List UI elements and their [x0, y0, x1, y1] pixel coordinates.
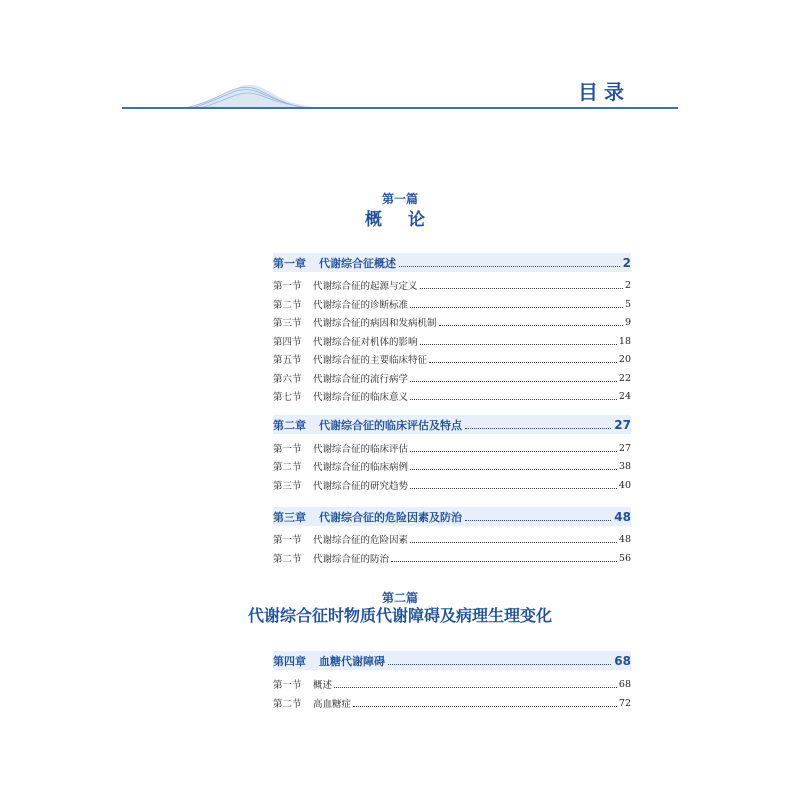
section-title: 代谢综合征的起源与定义	[313, 281, 418, 292]
leader-dots	[388, 656, 611, 665]
section-page: 24	[618, 390, 631, 402]
leader-dots	[410, 374, 617, 382]
leader-dots	[391, 554, 617, 562]
leader-dots	[410, 300, 623, 308]
section-page: 68	[618, 678, 631, 690]
leader-dots	[410, 535, 617, 543]
section-number: 第六节	[273, 374, 302, 385]
section-page: 56	[618, 552, 631, 564]
chapter-page: 48	[614, 509, 631, 524]
section-page: 22	[618, 372, 631, 384]
section-number: 第三节	[273, 481, 302, 492]
section-title: 代谢综合征的诊断标准	[313, 300, 409, 311]
leader-dots	[420, 337, 617, 345]
chapter-title: 血糖代谢障碍	[319, 654, 385, 668]
leader-dots	[410, 392, 617, 400]
section-title: 代谢综合征对机体的影响	[313, 337, 418, 348]
toc-section[interactable]	[273, 531, 631, 547]
section-page: 38	[618, 460, 631, 472]
leader-dots	[399, 258, 620, 267]
chapter-number: 第二章	[273, 418, 306, 432]
section-title: 代谢综合征的临床意义	[313, 392, 409, 403]
chapter-number: 第一章	[273, 256, 306, 270]
section-page: 40	[618, 479, 631, 491]
leader-dots	[353, 699, 617, 707]
chapter-number: 第四章	[273, 654, 306, 668]
chapter-title: 代谢综合征的危险因素及防治	[319, 510, 462, 524]
toc-chapter[interactable]	[273, 415, 631, 434]
section-title: 代谢综合征的危险因素	[313, 535, 409, 546]
section-page: 5	[624, 298, 631, 310]
toc-chapter[interactable]	[273, 253, 631, 272]
chapter-title: 代谢综合征概述	[319, 256, 396, 270]
toc-section[interactable]	[273, 296, 631, 312]
toc-chapter[interactable]	[273, 507, 631, 526]
section-number: 第一节	[273, 281, 302, 292]
section-title: 高血糖症	[313, 699, 352, 710]
section-page: 27	[618, 442, 631, 454]
toc-section[interactable]	[273, 370, 631, 386]
section-page: 2	[624, 279, 631, 291]
leader-dots	[334, 680, 617, 688]
part2-label: 第二篇	[381, 591, 418, 605]
part1-label: 第一篇	[381, 192, 418, 206]
mountain-decoration-icon	[180, 80, 320, 110]
section-number: 第二节	[273, 699, 302, 710]
part1-title: 概 论	[365, 210, 435, 230]
toc-section[interactable]	[273, 333, 631, 349]
toc-section[interactable]	[273, 458, 631, 474]
leader-dots	[420, 281, 623, 289]
section-title: 代谢综合征的防治	[313, 554, 390, 565]
section-number: 第一节	[273, 680, 302, 691]
leader-dots	[410, 481, 617, 489]
section-title: 概述	[313, 680, 333, 691]
section-title: 代谢综合征的主要临床特征	[313, 355, 428, 366]
toc-section[interactable]	[273, 440, 631, 456]
section-number: 第三节	[273, 318, 302, 329]
leader-dots	[439, 318, 623, 326]
header-rule	[122, 107, 678, 109]
section-title: 代谢综合征的研究趋势	[313, 481, 409, 492]
toc-section[interactable]	[273, 550, 631, 566]
section-number: 第一节	[273, 444, 302, 455]
section-page: 48	[618, 533, 631, 545]
toc-section[interactable]	[273, 277, 631, 293]
chapter-page: 68	[614, 653, 631, 668]
part2-title: 代谢综合征时物质代谢障碍及病理生理变化	[247, 606, 552, 625]
leader-dots	[465, 420, 611, 429]
section-number: 第四节	[273, 337, 302, 348]
section-title: 代谢综合征的病因和发病机制	[313, 318, 437, 329]
chapter-number: 第三章	[273, 510, 306, 524]
section-number: 第五节	[273, 355, 302, 366]
leader-dots	[410, 462, 617, 470]
toc-section[interactable]	[273, 388, 631, 404]
leader-dots	[429, 355, 617, 363]
section-number: 第一节	[273, 535, 302, 546]
section-page: 9	[624, 316, 631, 328]
section-number: 第二节	[273, 300, 302, 311]
toc-section[interactable]	[273, 695, 631, 711]
section-title: 代谢综合征的流行病学	[313, 374, 409, 385]
toc-section[interactable]	[273, 676, 631, 692]
section-number: 第七节	[273, 392, 302, 403]
toc-section[interactable]	[273, 351, 631, 367]
toc-chapter[interactable]	[273, 651, 631, 670]
leader-dots	[465, 512, 611, 521]
chapter-page: 27	[614, 417, 631, 432]
toc-section[interactable]	[273, 477, 631, 493]
section-page: 72	[618, 697, 631, 709]
page-title: 目录	[578, 80, 630, 104]
section-number: 第二节	[273, 462, 302, 473]
chapter-title: 代谢综合征的临床评估及特点	[319, 418, 462, 432]
section-page: 18	[618, 335, 631, 347]
toc-section[interactable]	[273, 314, 631, 330]
chapter-page: 2	[622, 255, 631, 270]
section-title: 代谢综合征的临床病例	[313, 462, 409, 473]
section-title: 代谢综合征的临床评估	[313, 444, 409, 455]
section-number: 第二节	[273, 554, 302, 565]
leader-dots	[410, 444, 617, 452]
section-page: 20	[618, 353, 631, 365]
